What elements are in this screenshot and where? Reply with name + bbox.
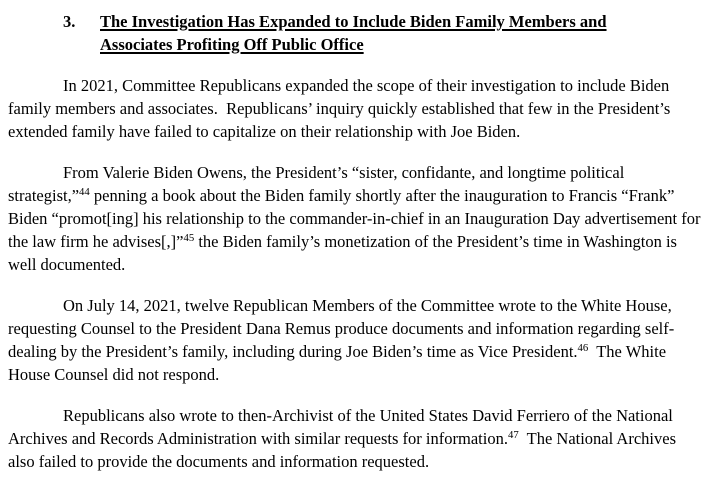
paragraph: On July 14, 2021, twelve Republican Members of the Committee wrote to the White House, requesting Counsel to the President Dana Remus produce documents and information regarding self-dealing by the President’s family, including during Joe Biden’s time as Vice President.$^{46}$ The White House Counsel did not respond. (8, 296, 676, 384)
footnote-reference: 47 (507, 429, 519, 442)
paragraph: From Valerie Biden Owens, the President’s “sister, confidante, and longtime political strategist,”$^{44}$ penning a book about the Biden family shortly after the inauguration to Francis “Frank” Biden “promot[ing] his relationship to the commander-in-chief in an Inauguration Day advertisement for the law firm he advises[,]”$^{45}$ the Biden family’s monetization of the President’s time in Washington is well documented. (8, 163, 705, 274)
paragraph: In 2021, Committee Republicans expanded the scope of their investigation to include Biden family members and associates. Republicans’ inquiry quickly established that few in the President’s extended family have failed to capitalize on their relationship with Joe Biden. (8, 76, 675, 141)
paragraph: Republicans also wrote to then-Archivist of the United States David Ferriero of the National Archives and Records Administration with similar requests for information.$^{47}$ The National Archives also failed to provide the documents and information requested. (8, 406, 681, 471)
footnote-reference: 45 (183, 232, 195, 245)
section-title (100, 10, 701, 56)
section-title-line-1: The Investigation Has Expanded to Include Biden Family Members and (100, 12, 607, 31)
document-body (8, 74, 705, 473)
section-number: 3. (63, 12, 76, 31)
footnote-reference: 44 (79, 186, 90, 199)
section-heading (63, 10, 701, 56)
section-title-line-2: Associates Profiting Off Public Office (100, 35, 364, 54)
footnote-reference: 46 (577, 342, 589, 355)
